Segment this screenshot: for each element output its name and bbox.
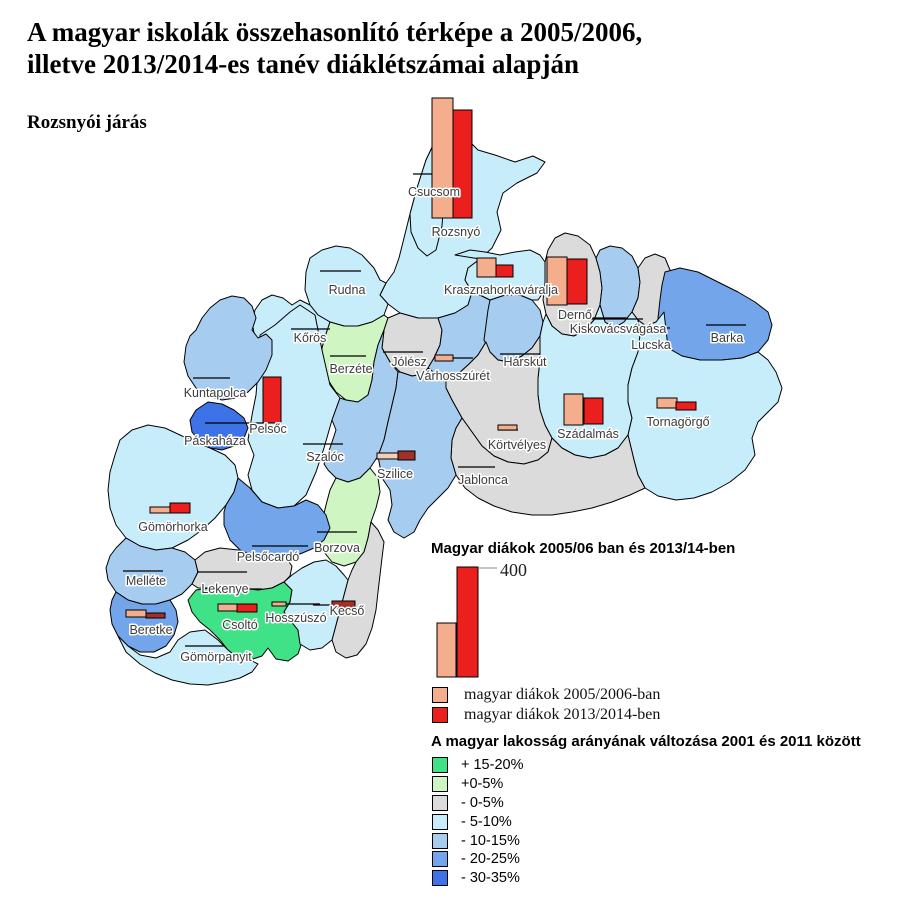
municipal-bar-9 [657, 398, 677, 408]
municipal-bar-0 [432, 98, 453, 218]
change-legend-label-4: - 10-15% [461, 832, 520, 849]
region-label-kuntapolca: Kuntapolca [183, 386, 247, 400]
region-label-barka: Barka [710, 331, 744, 345]
students-legend-label-0: magyar diákok 2005/2006-ban [464, 686, 661, 703]
municipal-bar-3 [496, 265, 513, 277]
region-label-rudna: Rudna [328, 283, 366, 297]
municipal-bar-2 [477, 258, 496, 277]
region-label-várhosszúrét: Várhosszúrét [416, 369, 490, 383]
region-label-páskaháza: Páskaháza [184, 434, 246, 448]
municipal-bar-6 [263, 377, 281, 423]
change-legend-swatch-6 [432, 870, 448, 886]
municipal-bar-1 [453, 110, 472, 218]
change-legend-swatch-3 [432, 814, 448, 830]
district-subtitle: Rozsnyói járás [27, 112, 147, 133]
municipal-bar-19 [218, 604, 237, 611]
region-label-tornagörgő: Tornagörgő [646, 415, 710, 429]
change-legend-row-3 [432, 812, 523, 831]
municipal-bar-20 [237, 604, 257, 612]
students-legend-items [432, 685, 660, 725]
municipal-bar-17 [126, 610, 146, 617]
change-legend-row-0 [432, 756, 523, 775]
students-legend-title: Magyar diákok 2005/06 ban és 2013/14-ben [431, 540, 736, 557]
students-legend-label-1: magyar diákok 2013/2014-ben [464, 706, 661, 723]
region-label-jólész: Jólész [391, 355, 427, 369]
municipal-bar-14 [435, 355, 453, 361]
change-legend-row-6 [432, 869, 523, 888]
change-legend-swatch-4 [432, 833, 448, 849]
legend-sample-bar-1 [457, 567, 478, 677]
municipal-bar-12 [398, 451, 415, 460]
region-label-borzova: Borzova [314, 541, 360, 555]
change-legend-label-6: - 30-35% [461, 870, 520, 887]
region-label-jablonca: Jablonca [457, 473, 509, 487]
change-legend-row-4 [432, 831, 523, 850]
region-label-lekenye: Lekenye [201, 582, 249, 596]
change-legend-swatch-0 [432, 757, 448, 773]
region-label-hárskút: Hárskút [503, 355, 547, 369]
students-legend-row-0 [432, 685, 660, 705]
change-legend-swatch-1 [432, 776, 448, 792]
region-label-kőrös: Kőrös [293, 331, 327, 345]
municipal-bar-7 [564, 394, 583, 425]
region-label-csoltó: Csoltó [222, 618, 258, 632]
region-label-berzéte: Berzéte [329, 362, 373, 376]
municipal-bar-5 [567, 259, 587, 304]
municipal-bar-13 [498, 425, 517, 430]
region-label-rozsnyó: Rozsnyó [431, 225, 481, 239]
region-label-hosszúszó: Hosszúszó [265, 611, 327, 625]
page-title-line1: A magyar iskolák összehasonlító térképe a 2005/2006, [27, 17, 643, 47]
change-legend-label-3: - 5-10% [461, 813, 512, 830]
region-label-beretke: Beretke [129, 623, 173, 637]
region-label-szilice: Szilice [376, 467, 414, 481]
legend-sample-bar-0 [437, 623, 456, 677]
change-legend-title: A magyar lakosság arányának változása 2001 és 2011 között [431, 733, 861, 750]
change-legend-label-1: +0-5% [461, 776, 504, 793]
change-legend-row-1 [432, 775, 523, 794]
students-legend-swatch-0 [432, 687, 448, 703]
legend-scale-value: 400 [500, 560, 527, 580]
region-label-kiskovácsvágása: Kiskovácsvágása [569, 322, 667, 336]
region-label-lucska: Lucska [631, 338, 671, 352]
region-label-szalóc: Szalóc [306, 450, 344, 464]
change-legend-label-5: - 20-25% [461, 851, 520, 868]
municipal-bar-18 [146, 613, 165, 618]
change-legend-label-2: - 0-5% [461, 794, 504, 811]
municipal-bar-21 [272, 602, 286, 606]
region-label-pelsőcardó: Pelsőcardó [236, 550, 300, 564]
change-legend-row-5 [432, 850, 523, 869]
change-legend-swatch-2 [432, 795, 448, 811]
students-legend-row-1 [432, 705, 660, 725]
page-title-line2: illetve 2013/2014-es tanév diáklétszámai alapján [27, 49, 579, 80]
region-barka [658, 268, 772, 360]
region-label-pelsőc: Pelsőc [249, 422, 287, 436]
municipal-bar-15 [150, 507, 170, 513]
municipal-bar-16 [170, 503, 190, 513]
municipal-bar-11 [377, 453, 398, 459]
region-label-melléte: Melléte [125, 574, 167, 588]
change-legend-label-0: + 15-20% [461, 757, 524, 774]
students-legend-swatch-1 [432, 707, 448, 723]
change-legend-items [432, 756, 523, 888]
region-label-gömörpanyit: Gömörpanyit [180, 650, 252, 664]
municipal-bar-4 [547, 257, 567, 305]
change-legend-swatch-5 [432, 851, 448, 867]
municipal-bar-10 [676, 402, 696, 410]
region-label-kecső: Kecső [329, 604, 365, 618]
municipal-bar-8 [584, 398, 603, 424]
region-label-szádalmás: Szádalmás [557, 427, 619, 441]
region-label-gömörhorka: Gömörhorka [138, 520, 208, 534]
region-label-dernő: Dernő [557, 308, 593, 322]
region-label-körtvélyes: Körtvélyes [487, 438, 547, 452]
region-label-krasznahorkaváralja: Krasznahorkaváralja [444, 283, 558, 297]
region-label-csucsom: Csucsom [407, 185, 461, 199]
change-legend-row-2 [432, 794, 523, 813]
